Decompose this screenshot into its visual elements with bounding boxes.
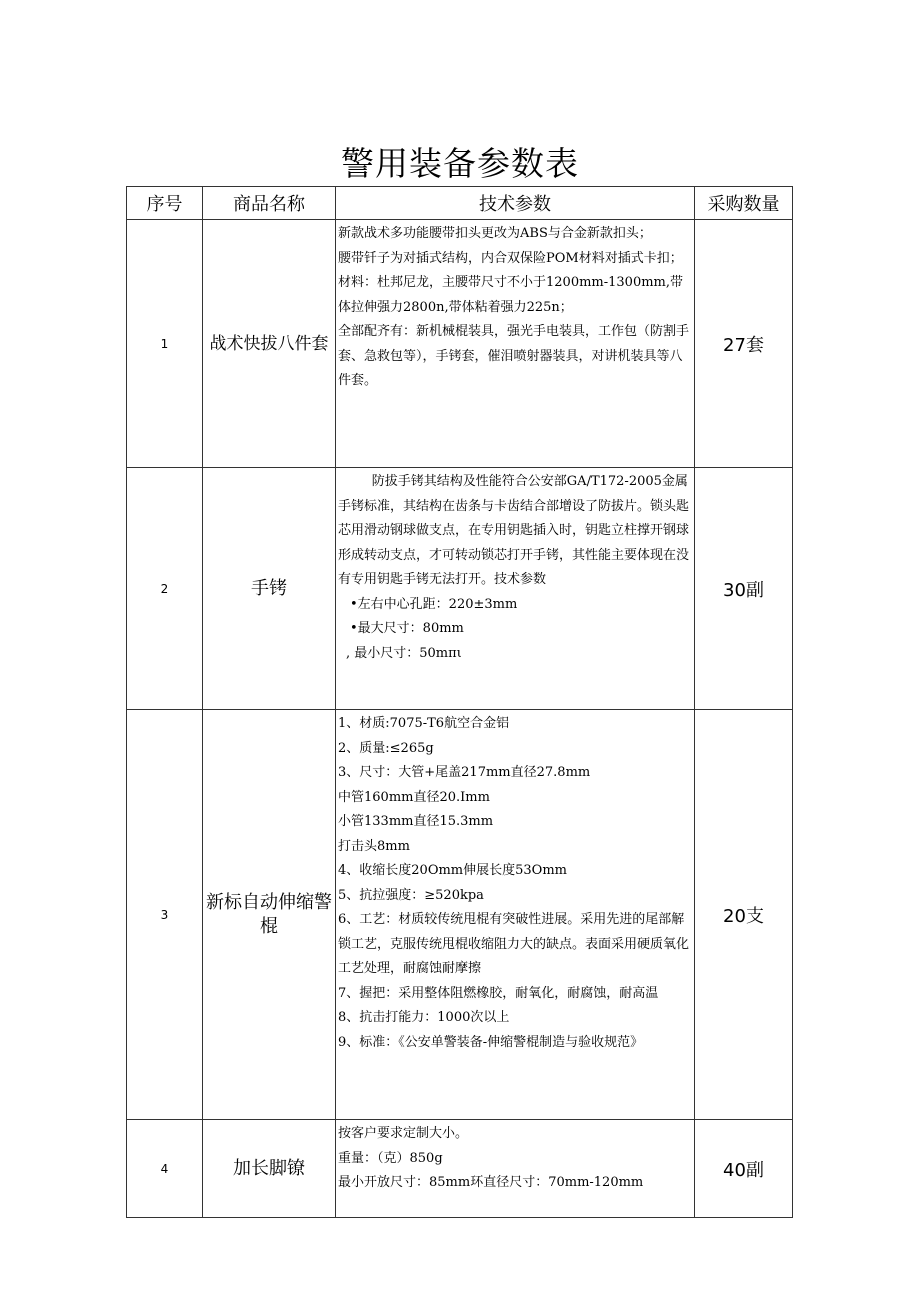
spec-line: 中管160mm直径20.Imm xyxy=(338,789,490,805)
spec-line: 8、抗击打能力：1000次以上 xyxy=(338,1010,510,1025)
spec-line: 打击头8mm xyxy=(338,838,410,854)
row-seq: 1 xyxy=(127,220,203,468)
row-spec xyxy=(336,710,695,1120)
spec-line: 1、材质:7075-T6航空合金铝 xyxy=(338,716,510,731)
spec-line: 2、质量:≤265g xyxy=(338,740,434,756)
spec-line: 5、抗拉强度：≥520kpa xyxy=(338,887,484,903)
header-spec: 技术参数 xyxy=(336,187,695,220)
row-qty: 20支 xyxy=(695,710,793,1120)
header-seq: 序号 xyxy=(127,187,203,220)
header-qty: 采购数量 xyxy=(695,187,793,220)
spec-line: 防拔手铐其结构及性能符合公安部GA/T172-2005金属手铐标准，其结构在齿条与卡齿结合部增设了防拔片。锁头匙芯用滑动钢球做支点，在专用钥匙插入时，钥匙立柱撑开钢球形成转动支点，才可转动锁芯打开手铐，其性能主要体现在没有专用钥匙手铐无法打开。技术参数 xyxy=(338,474,690,587)
table-row xyxy=(127,710,793,1120)
row-spec xyxy=(336,1120,695,1218)
spec-line: 重量：（克）850g xyxy=(338,1150,443,1166)
row-name: 战术快拔八件套 xyxy=(203,220,336,468)
spec-line: 全部配齐有：新机械棍装具，强光手电装具，工作包（防割手套、急救包等），手铐套，催泪喷射器装具，对讲机装具等八件套。 xyxy=(338,324,690,388)
row-qty: 30副 xyxy=(695,468,793,710)
spec-line: 7、握把：采用整体阻燃橡胶，耐氧化，耐腐蚀，耐高温 xyxy=(338,985,659,1001)
header-name: 商品名称 xyxy=(203,187,336,220)
spec-line: 9、标准：《公安单警装备-伸缩警棍制造与验收规范》 xyxy=(338,1034,644,1050)
spec-line: 3、尺寸：大管+尾盖217mm直径27.8mm xyxy=(338,765,591,780)
table-row xyxy=(127,468,793,710)
page-title: 警用装备参数表 xyxy=(341,144,579,183)
row-spec xyxy=(336,468,695,710)
row-qty: 27套 xyxy=(695,220,793,468)
spec-line: •最大尺寸：80mm xyxy=(350,621,464,636)
spec-line: 材料：杜邦尼龙，主腰带尺寸不小于1200mm-1300mm,带体拉伸强力2800n,带体粘着强力225n； xyxy=(338,275,684,315)
spec-line: 新款战术多功能腰带扣头更改为ABS与合金新款扣头； xyxy=(338,226,652,241)
row-seq: 2 xyxy=(127,468,203,710)
row-name: 手铐 xyxy=(203,468,336,710)
spec-line: 小管133mm直径15.3mm xyxy=(338,814,494,829)
spec-line: 最小开放尺寸：85mm环直径尺寸：70mm-120mm xyxy=(338,1175,644,1190)
spec-line: , 最小尺寸：50mπι xyxy=(346,645,462,661)
spec-line: •左右中心孔距：220±3mm xyxy=(350,596,518,612)
row-qty: 40副 xyxy=(695,1120,793,1218)
equipment-parameter-table xyxy=(126,186,793,1218)
spec-line: 4、收缩长度20Omm伸展长度53Omm xyxy=(338,863,567,878)
row-seq: 3 xyxy=(127,710,203,1120)
spec-line: 按客户要求定制大小。 xyxy=(338,1126,469,1141)
spec-line: 腰带钎子为对插式结构，内合双保险POM材料对插式卡扣； xyxy=(338,250,683,266)
table-header-row xyxy=(127,187,793,220)
row-name: 新标自动伸缩警棍 xyxy=(203,710,336,1120)
row-name: 加长脚镣 xyxy=(203,1120,336,1218)
row-spec xyxy=(336,220,695,468)
table-row xyxy=(127,1120,793,1218)
table-row xyxy=(127,220,793,468)
row-seq: 4 xyxy=(127,1120,203,1218)
spec-line: 6、工艺：材质较传统甩棍有突破性进展。采用先进的尾部解锁工艺，克服传统甩棍收缩阻力大的缺点。表面采用硬质氧化工艺处理，耐腐蚀耐摩擦 xyxy=(338,912,690,976)
